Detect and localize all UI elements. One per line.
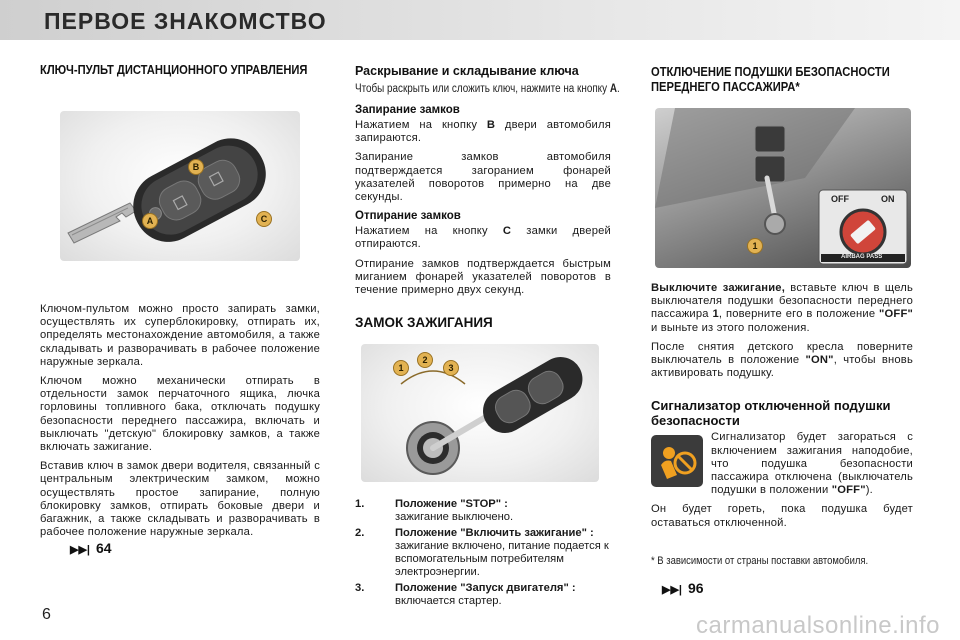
ignition-tag-1: 1 [393, 360, 409, 376]
watermark: carmanualsonline.info [696, 612, 940, 639]
airbag-switch-illustration [655, 108, 911, 268]
unlock-paragraph-1 [355, 225, 611, 251]
page-ref-96-number: 96 [688, 580, 704, 596]
lock-button-letter: B [486, 119, 496, 131]
airbag-warning-paragraph-1 [711, 431, 913, 497]
fold-key-instruction [355, 83, 620, 95]
airbag-enable-text-b: , чтобы вновь активировать подушку. [651, 354, 913, 380]
airbag-text-b: , поверните его в положение [718, 308, 880, 321]
airbag-disable-paragraph [651, 282, 913, 335]
ignition-step-1-text: зажигание выключено. [395, 511, 514, 524]
key-operation-section [355, 58, 620, 611]
remote-key-paragraph-3: Вставив ключ в замок двери водителя, связанный с центральным электрическим замком, можно осуществлять простое запирание, полную блокировку замков, отпирать боковые двери и багажник, а также складывать и разворачивать в рабочее положение наружные зеркала. [40, 460, 320, 539]
lock-paragraph-2: Запирание замков автомобиля подтверждается загоранием фонарей указателей поворотов примерно на две секунды. [355, 151, 611, 204]
unlock-button-letter: C [502, 225, 512, 238]
ignition-photo [361, 344, 599, 482]
lock-paragraph-1 [355, 119, 611, 145]
airbag-section [651, 58, 913, 536]
remote-key-paragraph-2: Ключом можно механически отпирать в отдельности замок перчаточного ящика, лючка горловины топливного бака, отключать подушку безопасности переднего пассажира, включать и выключать "детскую" блокировку замков, а также включать зажигание. [40, 375, 320, 454]
ignition-step-3-text: включается стартер. [395, 595, 502, 608]
page-ref-96 [662, 580, 704, 596]
unlock-paragraph-2: Отпирание замков подтверждается быстрым миганием фонарей указателей поворотов в течение примерно двух секунд. [355, 257, 611, 297]
fold-key-instruction-text: Чтобы раскрыть или сложить ключ, нажмите на кнопку [355, 83, 608, 95]
airbag-switch-number: 1 [712, 308, 719, 321]
airbag-off-warning-icon [651, 435, 703, 487]
switch-off-ignition-bold: Выключите зажигание, [651, 282, 786, 294]
ignition-positions-list [355, 498, 611, 608]
ignition-step-3-number: 3. [355, 582, 365, 595]
airbag-enable-paragraph [651, 341, 913, 381]
ignition-step-2-title: Положение "Включить зажигание" : [395, 527, 594, 540]
airbag-switch-photo [655, 108, 911, 268]
airbag-warning-off-bold: "OFF" [831, 484, 866, 497]
remote-key-paragraph-1: Ключом-пультом можно просто запирать замки, осуществлять их суперблокировку, отпирать их, определять местонахождение автомобиля, а также складывать и разворачивать в рабочее положение наружные зеркала. [40, 303, 320, 368]
ignition-step-2-text: зажигание включено, питание подается к вспомогательным потребителям электроэнергии. [395, 540, 609, 579]
airbag-warning-text-b: ). [865, 484, 873, 497]
remote-key-section [40, 58, 320, 545]
lock-text-c: двери автомобиля запираются. [355, 119, 611, 145]
fast-forward-icon: ▶▶| [70, 544, 90, 556]
airbag-warning-paragraph-2: Он будет гореть, пока подушка будет оставаться отключенной. [651, 503, 913, 529]
switch-on-label: ON [881, 194, 895, 204]
airbag-warning-heading: Сигнализатор отключенной подушки безопасности [651, 398, 891, 429]
airbag-text-c: и выньте из этого положения. [651, 321, 810, 334]
airbag-enable-text-a: После снятия детского кресла поверните выключатель в положение [651, 340, 913, 367]
airbag-switch-tag-1: 1 [747, 238, 763, 254]
country-footnote: * В зависимости от страны поставки автомобиля. [651, 555, 869, 567]
fold-key-button-letter: A [609, 83, 617, 95]
lock-heading: Запирание замков [355, 104, 460, 116]
remote-key-heading: КЛЮЧ-ПУЛЬТ ДИСТАНЦИОННОГО УПРАВЛЕНИЯ [40, 62, 308, 77]
switch-off-label: OFF [831, 194, 849, 204]
ignition-step-3 [355, 582, 611, 608]
ignition-step-1 [355, 498, 611, 524]
airbag-off-bold: "OFF" [879, 308, 913, 321]
unlock-text-a: Нажатием на кнопку [355, 225, 503, 238]
unlock-heading: Отпирание замков [355, 210, 461, 223]
key-tag-a: A [142, 213, 158, 229]
key-tag-c: C [256, 211, 272, 227]
page-ref-64 [70, 540, 112, 556]
ignition-heading: ЗАМОК ЗАЖИГАНИЯ [355, 315, 493, 331]
unlock-text-c: замки дверей отпираются. [355, 225, 611, 251]
page-ref-64-number: 64 [96, 540, 112, 556]
page-title: ПЕРВОЕ ЗНАКОМСТВО [44, 8, 327, 34]
key-tag-b: B [188, 159, 204, 175]
ignition-step-3-title: Положение "Запуск двигателя" : [395, 582, 576, 595]
airbag-text-a: вставьте ключ в щель выключателя подушки безопасности переднего пассажира [651, 282, 914, 321]
ignition-tag-2: 2 [417, 352, 433, 368]
key-illustration [60, 111, 300, 261]
airbag-heading-line-2: ПЕРЕДНЕГО ПАССАЖИРА* [651, 79, 800, 94]
ignition-step-2 [355, 527, 611, 579]
fast-forward-icon: ▶▶| [662, 584, 682, 596]
page-number: 6 [42, 606, 51, 623]
fold-key-instruction-end: . [616, 83, 620, 95]
airbag-warning-block [651, 431, 913, 529]
airbag-warning-text-a: Сигнализатор будет загораться с включением зажигания наподобие, что подушка безопасности пассажира отключена (выключатель подушки в положении [711, 431, 913, 497]
lock-text-a: Нажатием на кнопку [355, 119, 487, 131]
ignition-step-2-number: 2. [355, 527, 365, 540]
ignition-tag-3: 3 [443, 360, 459, 376]
page-header [0, 0, 960, 40]
ignition-step-1-title: Положение "STOP" : [395, 498, 508, 511]
airbag-on-bold: "ON" [805, 354, 834, 367]
airbag-pass-plate-label: AIRBAG PASS [841, 254, 883, 260]
fold-key-heading: Раскрывание и складывание ключа [355, 64, 579, 78]
ignition-step-1-number: 1. [355, 498, 365, 511]
remote-key-photo [60, 111, 300, 261]
airbag-heading-line-1: ОТКЛЮЧЕНИЕ ПОДУШКИ БЕЗОПАСНОСТИ [651, 64, 890, 79]
